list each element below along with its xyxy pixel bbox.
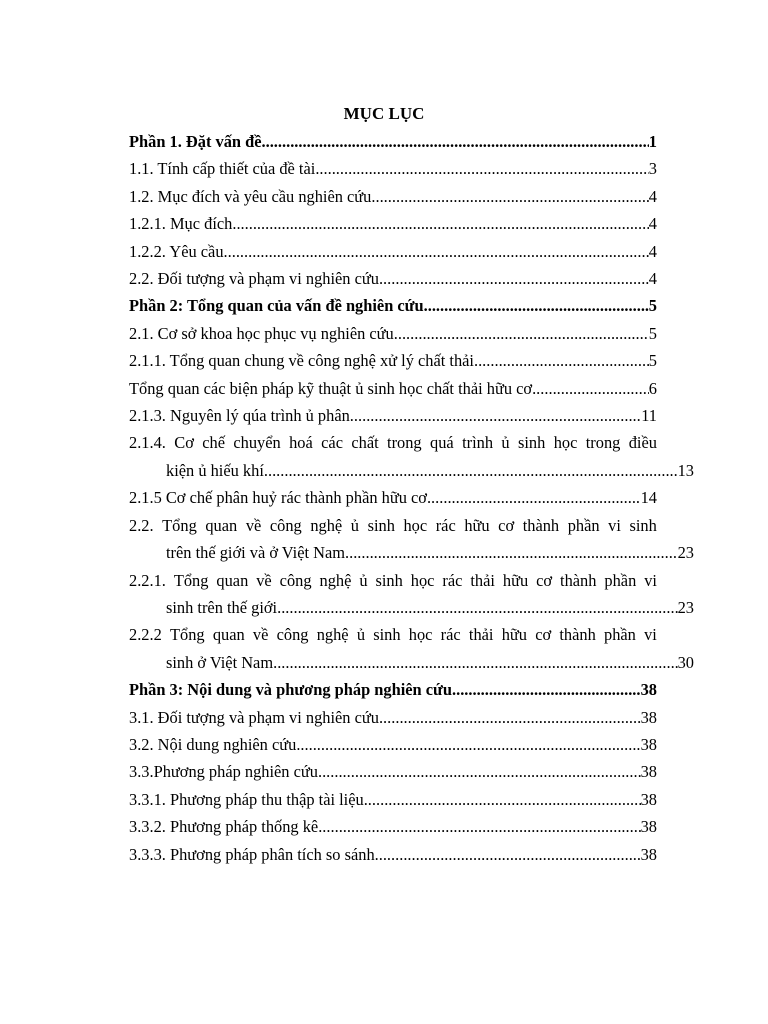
toc-entry-word: học <box>553 433 578 453</box>
toc-entry-line <box>129 347 657 374</box>
toc-entry-title: 1.2. Mục đích và yêu cầu nghiên cứu <box>129 186 372 206</box>
toc-entry-word: về <box>252 625 269 645</box>
toc-entry-page-number: 1 <box>648 132 657 151</box>
toc-entry-word: nghệ <box>319 570 352 590</box>
toc-entry-word: sinh <box>629 515 657 535</box>
toc-entry-line <box>129 594 694 621</box>
toc-title: MỤC LỤC <box>343 104 425 123</box>
toc-entry-word: chất <box>351 433 379 453</box>
toc-entry-page-number: 4 <box>648 214 657 234</box>
toc-entry-word: thải <box>470 570 495 590</box>
dot-leader <box>364 786 641 813</box>
toc-entry-title: 2.1.5 Cơ chế phân huỷ rác thành phần hữu cơ <box>129 488 427 508</box>
toc-entry[interactable] <box>129 484 657 511</box>
toc-entry-word: rác <box>440 625 461 645</box>
toc-entry-title: 1.2.1. Mục đích <box>129 214 233 234</box>
toc-entry-word: vi <box>608 515 621 535</box>
toc-entry-word: ủ <box>350 515 359 535</box>
toc-entry-word: công <box>276 625 309 645</box>
toc-entry[interactable] <box>129 704 657 731</box>
toc-entry-word: cơ <box>536 570 553 590</box>
dot-leader <box>277 594 678 621</box>
toc-entry-title: 1.1. Tính cấp thiết của đề tài <box>129 159 316 179</box>
dot-leader <box>318 813 640 840</box>
toc-entry-page-number: 5 <box>648 296 657 316</box>
toc-entry-word: Tổng <box>162 515 197 535</box>
toc-entry-word: 2.2. <box>129 515 154 535</box>
toc-entry-line <box>129 238 657 265</box>
toc-entry-title: kiện ủ hiếu khí <box>166 460 264 480</box>
toc-entry-word: rác <box>442 570 463 590</box>
toc-entry-word: về <box>256 570 272 590</box>
toc-entry-page-number: 23 <box>677 597 694 617</box>
toc-entry-page-number: 5 <box>648 323 657 343</box>
toc-entry-line <box>129 128 657 155</box>
toc-entry-line <box>129 320 657 347</box>
toc-entry-word: 2.2.2 <box>129 625 162 645</box>
toc-entry-page-number: 38 <box>640 707 657 727</box>
toc-entry-word: học <box>403 515 428 535</box>
toc-entry-word: phần <box>604 570 637 590</box>
toc-entry[interactable] <box>129 155 657 182</box>
toc-entry-line <box>129 210 657 237</box>
toc-entry-first-line <box>129 512 657 539</box>
toc-entry-word: chế <box>202 433 225 453</box>
toc-entry-word: sinh <box>375 570 403 590</box>
toc-entry[interactable] <box>129 676 657 703</box>
toc-entry-word: Tổng <box>173 570 209 590</box>
toc-entry[interactable] <box>129 320 657 347</box>
toc-entry[interactable] <box>129 813 657 840</box>
toc-entry-word: trình <box>462 433 494 453</box>
toc-entry-page-number: 38 <box>640 844 657 864</box>
toc-entry-word: phần <box>604 625 636 645</box>
toc-entry-line <box>129 758 657 785</box>
toc-entry[interactable] <box>129 512 694 567</box>
toc-entry[interactable] <box>129 347 657 374</box>
toc-entry-word: hoá <box>289 433 313 453</box>
toc-entry-word: công <box>279 570 312 590</box>
toc-entry-word: Cơ <box>174 433 194 453</box>
toc-entry-word: quá <box>430 433 454 453</box>
toc-entry-title: Tổng quan các biện pháp kỹ thuật ủ sinh học chất thải hữu cơ <box>129 378 533 398</box>
toc-entry-page-number: 30 <box>677 652 694 672</box>
toc-entry-word: điều <box>628 433 657 453</box>
toc-entry[interactable] <box>129 238 657 265</box>
toc-entry[interactable] <box>129 210 657 237</box>
toc-entry-word: ủ <box>356 625 366 645</box>
toc-entry-title: sinh trên thế giới <box>166 597 278 617</box>
toc-entry-page-number: 23 <box>677 543 694 563</box>
toc-entry-page-number: 4 <box>648 241 657 261</box>
toc-entry-page-number: 6 <box>648 378 657 398</box>
dot-leader <box>424 292 649 319</box>
dot-leader <box>224 238 649 265</box>
dot-leader <box>318 758 641 785</box>
toc-entry-line <box>129 676 657 703</box>
toc-entry-word: thành <box>522 515 560 535</box>
toc-entry-word: chuyển <box>233 433 281 453</box>
toc-entry-page-number: 4 <box>648 269 657 289</box>
dot-leader <box>379 265 649 292</box>
toc-entry-word: thải <box>468 625 494 645</box>
toc-entry-first-line <box>129 429 657 456</box>
toc-entry-word: quan <box>205 515 238 535</box>
toc-entry-word: sinh <box>517 433 546 453</box>
toc-entry[interactable] <box>129 183 657 210</box>
toc-entry-line <box>129 375 657 402</box>
dot-leader <box>345 539 678 566</box>
toc-entry-page-number: 38 <box>640 762 657 782</box>
toc-entry-word: Tổng <box>170 625 205 645</box>
toc-entry-line <box>129 841 657 868</box>
toc-entry-title: 3.2. Nội dung nghiên cứu <box>129 734 297 754</box>
toc-entry-line <box>129 484 657 511</box>
toc-entry-line <box>129 704 657 731</box>
toc-entry-word: thành <box>559 625 596 645</box>
toc-entry-title: Phần 2: Tổng quan của vấn đề nghiên cứu <box>129 296 424 316</box>
toc-entry-word: ủ <box>501 433 510 453</box>
toc-entry-word: nghệ <box>316 625 349 645</box>
dot-leader <box>379 704 641 731</box>
toc-entry-word: vi <box>644 625 657 645</box>
toc-list <box>129 128 694 868</box>
toc-entry-page-number: 14 <box>640 488 657 508</box>
toc-entry-title: Phần 1. Đặt vấn đề <box>129 132 262 151</box>
toc-entry-title: 2.1.3. Nguyên lý qúa trình ủ phân <box>129 406 350 426</box>
toc-entry[interactable] <box>129 786 657 813</box>
toc-entry[interactable] <box>129 128 657 155</box>
dot-leader <box>371 183 648 210</box>
toc-entry-word: nghệ <box>310 515 343 535</box>
toc-entry-page-number: 13 <box>677 460 694 480</box>
toc-entry-line <box>129 649 694 676</box>
toc-entry-line <box>129 292 657 319</box>
toc-entry-word: vi <box>644 570 657 590</box>
toc-entry-line <box>129 731 657 758</box>
toc-entry-word: trong <box>387 433 422 453</box>
toc-entry-title: sinh ở Việt Nam <box>166 652 274 672</box>
toc-entry-line <box>129 539 694 566</box>
toc-entry-line <box>129 786 657 813</box>
dot-leader <box>427 484 641 511</box>
toc-entry-title: 2.1.1. Tổng quan chung về công nghệ xử lý chất thải <box>129 351 474 371</box>
toc-entry[interactable] <box>129 375 657 402</box>
toc-entry-word: quan <box>212 625 245 645</box>
toc-entry-word: quan <box>216 570 249 590</box>
toc-entry-word: 2.2.1. <box>129 570 166 590</box>
toc-entry-word: 2.1.4. <box>129 433 166 453</box>
toc-entry-word: sinh <box>373 625 401 645</box>
toc-entry[interactable] <box>129 265 657 292</box>
toc-entry-title: 3.3.Phương pháp nghiên cứu <box>129 762 318 782</box>
dot-leader <box>232 210 648 237</box>
toc-entry-line <box>129 265 657 292</box>
toc-entry-title: 1.2.2. Yêu cầu <box>129 241 224 261</box>
dot-leader <box>273 649 678 676</box>
toc-entry[interactable] <box>129 758 657 785</box>
toc-entry-word: phần <box>567 515 600 535</box>
toc-entry-word: học <box>410 570 435 590</box>
dot-leader <box>296 731 640 758</box>
toc-entry-page-number: 38 <box>640 789 657 809</box>
dot-leader <box>452 676 641 703</box>
toc-entry-word: học <box>408 625 433 645</box>
dot-leader <box>532 375 649 402</box>
toc-entry-first-line <box>129 621 657 648</box>
toc-entry-title: 3.3.3. Phương pháp phân tích so sánh <box>129 844 375 864</box>
toc-entry-page-number: 38 <box>640 734 657 754</box>
toc-entry-word: cơ <box>498 515 515 535</box>
toc-entry[interactable] <box>129 621 694 676</box>
toc-entry[interactable] <box>129 292 657 319</box>
dot-leader <box>375 841 641 868</box>
toc-entry-page-number: 4 <box>648 186 657 206</box>
toc-entry-line <box>129 813 657 840</box>
dot-leader <box>262 128 649 155</box>
toc-entry-page-number: 38 <box>640 817 657 837</box>
toc-entry-title: 3.3.2. Phương pháp thống kê <box>129 817 319 837</box>
toc-entry-first-line <box>129 567 657 594</box>
toc-entry-word: rác <box>435 515 456 535</box>
dot-leader <box>394 320 649 347</box>
toc-entry-title: Phần 3: Nội dung và phương pháp nghiên cứu <box>129 680 452 700</box>
toc-entry-word: cơ <box>535 625 552 645</box>
toc-entry[interactable] <box>129 567 694 622</box>
toc-entry[interactable] <box>129 402 657 429</box>
toc-entry-line <box>129 457 694 484</box>
dot-leader <box>264 457 678 484</box>
toc-entry-page-number: 38 <box>640 680 657 700</box>
toc-entry-word: công <box>269 515 302 535</box>
toc-entry-word: hữu <box>501 625 527 645</box>
toc-entry-line <box>129 183 657 210</box>
dot-leader <box>474 347 649 374</box>
toc-entry-word: sinh <box>367 515 395 535</box>
toc-entry-title: 2.1. Cơ sở khoa học phục vụ nghiên cứu <box>129 323 394 343</box>
toc-entry-title: 3.1. Đối tượng và phạm vi nghiên cứu <box>129 707 379 727</box>
toc-entry[interactable] <box>129 429 694 484</box>
toc-entry-word: về <box>245 515 262 535</box>
dot-leader <box>315 155 648 182</box>
toc-entry[interactable] <box>129 731 657 758</box>
toc-entry-title: 2.2. Đối tượng và phạm vi nghiên cứu <box>129 269 379 289</box>
toc-entry-title: trên thế giới và ở Việt Nam <box>166 543 345 563</box>
toc-entry-word: trong <box>585 433 621 453</box>
dot-leader <box>350 402 641 429</box>
toc-entry-line <box>129 402 657 429</box>
toc-entry-word: hữu <box>464 515 490 535</box>
toc-entry-word: thành <box>560 570 597 590</box>
toc-entry-page-number: 5 <box>648 351 657 371</box>
toc-entry-word: các <box>321 433 343 453</box>
toc-entry-page-number: 3 <box>648 159 657 179</box>
toc-entry-word: hữu <box>502 570 529 590</box>
toc-entry-line <box>129 155 657 182</box>
toc-entry-word: ủ <box>359 570 368 590</box>
toc-entry-title: 3.3.1. Phương pháp thu thập tài liệu <box>129 789 364 809</box>
toc-entry[interactable] <box>129 841 657 868</box>
toc-entry-page-number: 11 <box>641 406 657 426</box>
